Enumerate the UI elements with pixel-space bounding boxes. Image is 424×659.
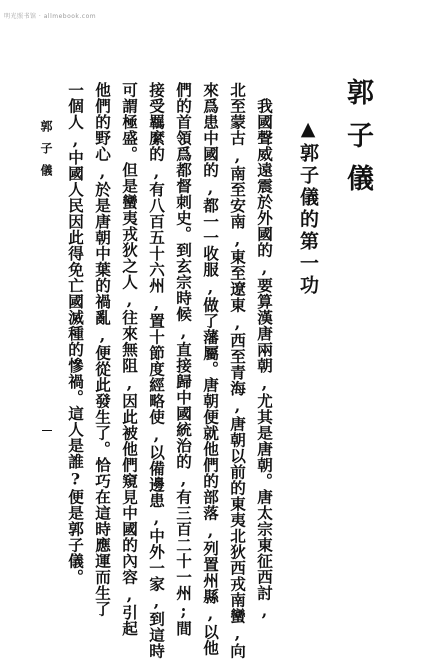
watermark: 明光照书馆 · allmebook.com [4, 13, 97, 20]
running-head: 郭子儀 [39, 120, 53, 186]
chapter-title: 郭子儀 [342, 78, 373, 207]
page-number [42, 430, 52, 431]
body-column: 北至蒙古,南至安南,東至遼東,西至青海,唐朝以前的東夷北狄西戎南蠻,向 [228, 82, 247, 659]
body-column: 他們的野心,於是唐朝中葉的禍亂,便從此發生了。恰巧在這時應運而生了 [93, 82, 112, 617]
section-heading: ▲郭子儀的第一功 [297, 118, 319, 297]
body-column: 接受羈縻的,有八百五十六州,置十節度經略使,以備邊患,中外一家,到這時 [147, 82, 166, 659]
body-column: 們的首領爲都督刺史。到玄宗時候,直接歸中國統治的,有三百二十一州;間 [174, 82, 193, 637]
body-column: 一個人,中國人民因此得免亡國滅種的慘禍。這人是誰?便是郭子儀。 [66, 82, 85, 585]
body-column: 可謂極盛。但是蠻夷戎狄之人,往來無阻,因此被他們窺見中國的內容,引起 [120, 82, 139, 637]
body-column: 我國聲威遠震於外國的,要算漢唐兩朝,尤其是唐朝。唐太宗東征西討, [255, 98, 274, 621]
body-column: 來爲患中國的,都一一收服,做了藩屬。唐朝便就他們的部落,列置州縣,以他 [201, 82, 220, 656]
